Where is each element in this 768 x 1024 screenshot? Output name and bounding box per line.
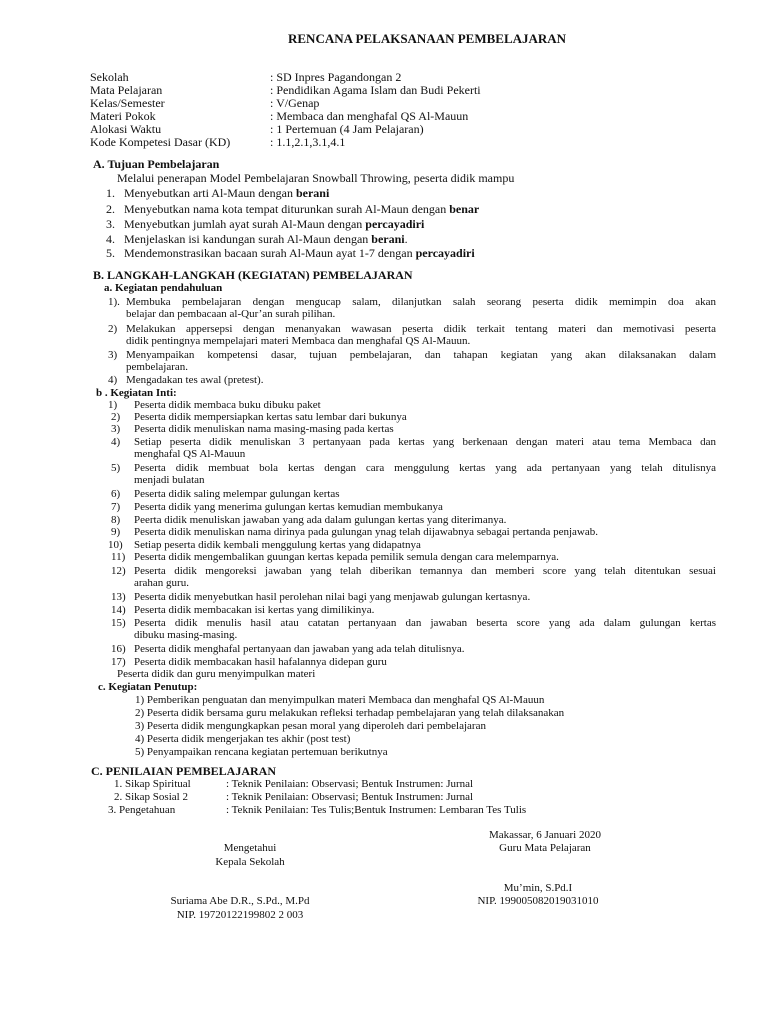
pendahuluan-heading: a. Kegiatan pendahuluan <box>104 282 223 294</box>
inti-text: Peserta didik mengoreksi jawaban yang telah diberikan temannya dan memberi score yang telah ditentukan sesuai <box>134 565 716 577</box>
inti-text: Peserta didik menuliskan nama masing-masing pada kertas <box>134 423 394 435</box>
objective-item: 2. Menyebutkan nama kota tempat diturunkan surah Al-Maun dengan benar <box>106 202 480 216</box>
inti-num: 14) <box>111 604 126 616</box>
inti-text: Peserta didik mempersiapkan kertas satu lembar dari bukunya <box>134 411 407 423</box>
identity-value: : Pendidikan Agama Islam dan Budi Pekerti <box>270 83 481 97</box>
pendahuluan-text: Menyampaikan kompetensi dasar, tujuan pembelajaran, dan tahapan kegiatan yang akan dilaksanakan dalam <box>126 349 716 361</box>
inti-num: 9) <box>111 526 121 538</box>
inti-num: 3) <box>111 423 121 435</box>
inti-text: Peserta didik mengembalikan guungan kertas kepada pemilik semula dengan cara melemparnya. <box>134 551 559 563</box>
inti-num: 5) <box>111 462 121 474</box>
pendahuluan-text: Mengadakan tes awal (pretest). <box>126 374 264 386</box>
inti-text: Peserta didik membacakan isi kertas yang dimilikinya. <box>134 604 375 616</box>
identity-label: Sekolah <box>90 70 129 84</box>
inti-text: Peserta didik membuat bola kertas dengan cara menggulung kertas yang ada pertanyaan yang telah ditulisnya <box>134 462 716 474</box>
inti-num: 6) <box>111 488 121 500</box>
inti-num: 11) <box>111 551 126 563</box>
assessment-label: 1. Sikap Spiritual <box>114 778 191 790</box>
pendahuluan-num: 3) <box>108 349 118 361</box>
inti-text: Peserta didik menyebutkan hasil perolehan nilai bagi yang menjawab gulungan kertasnya. <box>134 591 531 603</box>
signature-right-name: Mu’min, S.Pd.I <box>503 882 573 894</box>
penutup-item: 1) Pemberikan penguatan dan menyimpulkan materi Membaca dan menghafal QS Al-Mauun <box>135 694 545 706</box>
pendahuluan-text-cont: pembelajaran. <box>126 361 188 373</box>
signature-left-nip: NIP. 19720122199802 2 003 <box>176 909 304 921</box>
objective-item: 1. Menyebutkan arti Al-Maun dengan berani <box>106 186 330 200</box>
identity-value: : 1.1,2.1,3.1,4.1 <box>270 135 346 149</box>
identity-value: : SD Inpres Pagandongan 2 <box>270 70 402 84</box>
identity-value: : Membaca dan menghafal QS Al-Mauun <box>270 109 469 123</box>
inti-num: 13) <box>111 591 126 603</box>
objective-item: 4. Menjelaskan isi kandungan surah Al-Maun dengan berani. <box>106 232 408 246</box>
pendahuluan-text-cont: didik pentingnya mempelajari materi Membaca dan menghafal QS Al-Mauun. <box>126 335 471 347</box>
signature-left-line2: Kepala Sekolah <box>215 856 285 868</box>
inti-text: Peserta didik yang menerima gulungan kertas kemudian membukanya <box>134 501 443 513</box>
inti-num: 12) <box>111 565 126 577</box>
inti-heading: b . Kegiatan Inti: <box>96 387 177 399</box>
pendahuluan-text: Membuka pembelajaran dengan mengucap salam, dilanjutkan salah seorang peserta didik memimpin doa akan <box>126 296 716 308</box>
inti-num: 16) <box>111 643 126 655</box>
assessment-value: : Teknik Penilaian: Observasi; Bentuk Instrumen: Jurnal <box>226 778 474 790</box>
assessment-value: : Teknik Penilaian: Observasi; Bentuk Instrumen: Jurnal <box>226 791 474 803</box>
pendahuluan-num: 1). <box>108 296 120 308</box>
identity-label: Kode Kompetesi Dasar (KD) <box>90 135 231 149</box>
inti-num: 17) <box>111 656 126 668</box>
inti-num: 4) <box>111 436 121 448</box>
identity-label: Mata Pelajaran <box>90 83 163 97</box>
inti-text-cont: arahan guru. <box>134 577 189 589</box>
section-b-heading: B. LANGKAH-LANGKAH (KEGIATAN) PEMBELAJARAN <box>93 268 413 282</box>
objective-item: 5. Mendemonstrasikan bacaan surah Al-Maun ayat 1-7 dengan percayadiri <box>106 246 475 260</box>
inti-num: 1) <box>108 399 118 411</box>
inti-num: 10) <box>108 539 123 551</box>
section-c-heading: C. PENILAIAN PEMBELAJARAN <box>91 764 277 778</box>
pendahuluan-text-cont: belajar dan pembacaan al-Qur’an surah pilihan. <box>126 308 336 320</box>
inti-num: 2) <box>111 411 121 423</box>
inti-num: 7) <box>111 501 121 513</box>
inti-text: Peserta didik saling melempar gulungan kertas <box>134 488 340 500</box>
identity-label: Alokasi Waktu <box>90 122 162 136</box>
inti-text-cont: menghafal QS Al-Mauun <box>134 448 246 460</box>
penutup-item: 4) Peserta didik mengerjakan tes akhir (post test) <box>135 733 351 745</box>
section-a-intro: Melalui penerapan Model Pembelajaran Snowball Throwing, peserta didik mampu <box>117 171 515 185</box>
inti-num: 15) <box>111 617 126 629</box>
inti-text: Setiap peserta didik kembali menggulung kertas yang didapatnya <box>134 539 421 551</box>
inti-closing: Peserta didik dan guru menyimpulkan materi <box>117 668 316 680</box>
objective-item: 3. Menyebutkan jumlah ayat surah Al-Maun dengan percayadiri <box>106 217 425 231</box>
inti-text-cont: menjadi bulatan <box>134 474 205 486</box>
signature-right-role: Guru Mata Pelajaran <box>499 842 591 854</box>
inti-text: Peserta didik membacakan hasil hafalannya didepan guru <box>134 656 387 668</box>
signature-left-line1: Mengetahui <box>223 842 277 854</box>
identity-label: Materi Pokok <box>90 109 156 123</box>
signature-right-place-date: Makassar, 6 Januari 2020 <box>489 829 601 841</box>
penutup-item: 3) Peserta didik mengungkapkan pesan moral yang diperoleh dari pembelajaran <box>135 720 486 732</box>
pendahuluan-num: 4) <box>108 374 118 386</box>
assessment-label: 2. Sikap Sosial 2 <box>114 791 188 803</box>
pendahuluan-num: 2) <box>108 323 118 335</box>
inti-text: Peserta didik membaca buku dibuku paket <box>134 399 321 411</box>
inti-num: 8) <box>111 514 121 526</box>
inti-text: Setiap peserta didik menuliskan 3 pertanyaan pada kertas yang berkenaan dengan materi atau tema Membaca dan <box>134 436 716 448</box>
identity-value: : 1 Pertemuan (4 Jam Pelajaran) <box>270 122 424 136</box>
section-a-heading: A. Tujuan Pembelajaran <box>93 157 220 171</box>
inti-text: Peserta didik menghafal pertanyaan dan jawaban yang ada telah ditulisnya. <box>134 643 465 655</box>
penutup-heading: c. Kegiatan Penutup: <box>98 681 198 693</box>
identity-value: : V/Genap <box>270 96 320 110</box>
penutup-item: 5) Penyampaikan rencana kegiatan pertemuan berikutnya <box>135 746 388 758</box>
inti-text: Peserta didik menuliskan nama dirinya pada gulungan ynag telah dijawabnya sebagai pertanda penjawab. <box>134 526 598 538</box>
signature-left-name: Suriama Abe D.R., S.Pd., M.Pd <box>170 895 310 907</box>
assessment-label: 3. Pengetahuan <box>108 804 176 816</box>
assessment-value: : Teknik Penilaian: Tes Tulis;Bentuk Instrumen: Lembaran Tes Tulis <box>226 804 527 816</box>
inti-text: Peerta didik menuliskan jawaban yang ada dalam gulungan kertas yang diterimanya. <box>134 514 507 526</box>
identity-label: Kelas/Semester <box>90 96 165 110</box>
document-title: RENCANA PELAKSANAAN PEMBELAJARAN <box>288 31 567 46</box>
inti-text-cont: dibuku masing-masing. <box>134 629 238 641</box>
pendahuluan-text: Melakukan appersepsi dengan menanyakan wawasan peserta didik terkait tentang materi dan memotivasi peserta <box>126 323 716 335</box>
penutup-item: 2) Peserta didik bersama guru melakukan refleksi terhadap pembelajaran yang telah dilaksanakan <box>135 707 565 719</box>
signature-right-nip: NIP. 199005082019031010 <box>477 895 599 907</box>
inti-text: Peserta didik menulis hasil atau catatan pertanyaan dan jawaban beserta score yang ada dalam gulungan kertas <box>134 617 716 629</box>
